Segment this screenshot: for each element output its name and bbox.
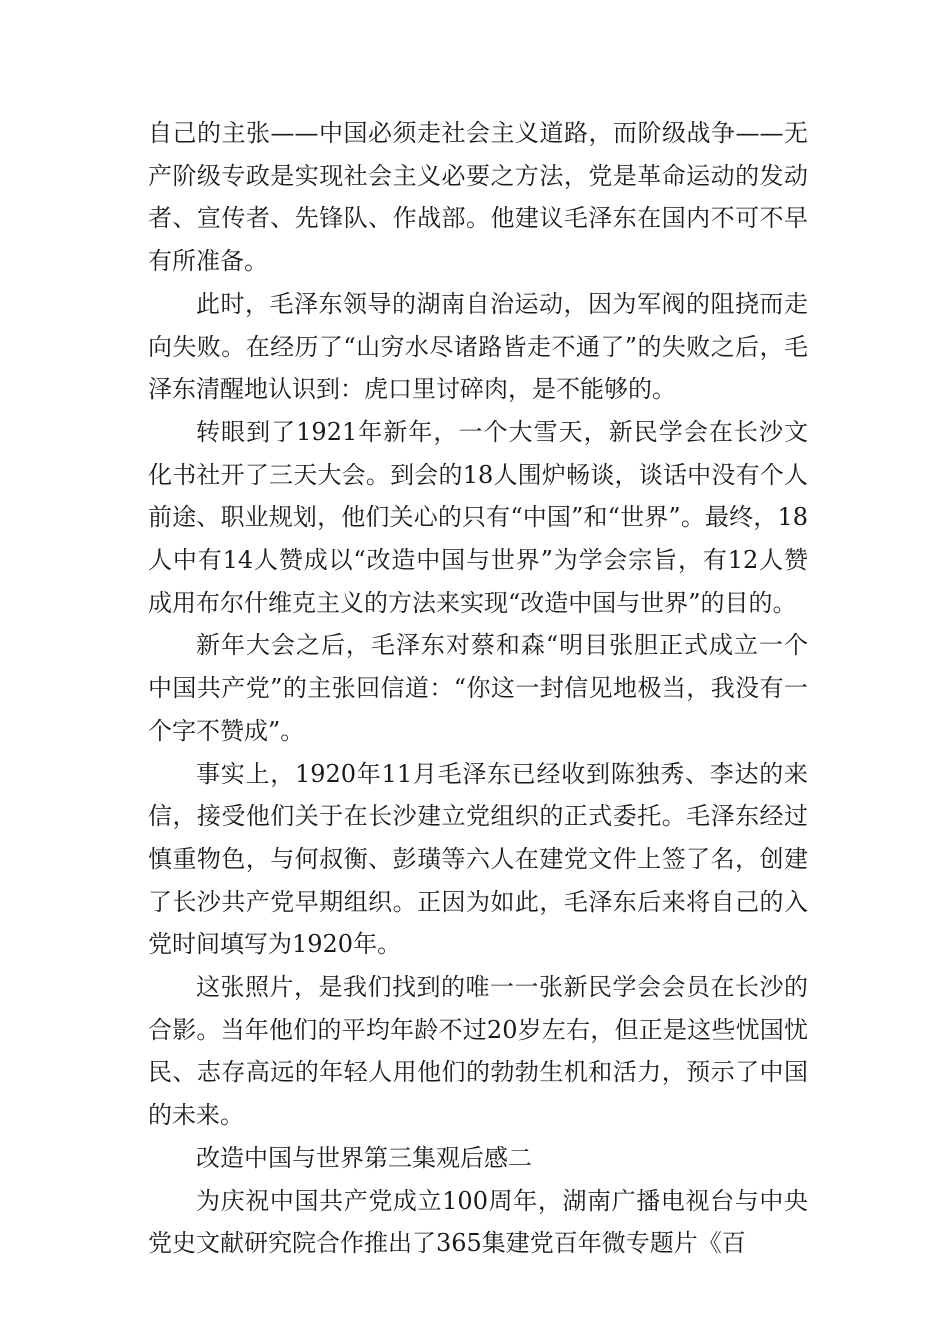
paragraph-3: 转眼到了1921年新年，一个大雪天，新民学会在长沙文化书社开了三天大会。到会的18人围炉畅谈，谈话中没有个人前途、职业规划，他们关心的只有“中国”和“世界”。最终，18人中有14人赞成以“改造中国与世界”为学会宗旨，有12人赞成用布尔什维克主义的方法来实现“改造中国与世界”的目的。 (148, 417, 808, 617)
paragraph-5: 事实上，1920年11月毛泽东已经收到陈独秀、李达的来信，接受他们关于在长沙建立党组织的正式委托。毛泽东经过慎重物色，与何叔衡、彭璜等六人在建党文件上签了名，创建了长沙共产党早期组织。正因为如此，毛泽东后来将自己的入党时间填写为1920年。 (148, 759, 808, 959)
section-heading: 改造中国与世界第三集观后感二 (196, 1143, 532, 1172)
paragraph-1: 自己的主张——中国必须走社会主义道路，而阶级战争——无产阶级专政是实现社会主义必要之方法，党是革命运动的发动者、宣传者、先锋队、作战部。他建议毛泽东在国内不可不早有所准备。 (148, 119, 808, 276)
paragraph-4: 新年大会之后，毛泽东对蔡和森“明目张胆正式成立一个中国共产党”的主张回信道：“你这一封信见地极当，我没有一个字不赞成”。 (148, 631, 808, 745)
paragraph-8: 为庆祝中国共产党成立100周年，湖南广播电视台与中央党史文献研究院合作推出了365集建党百年微专题片《百 (148, 1186, 808, 1258)
document-body (148, 112, 808, 1265)
paragraph-2: 此时，毛泽东领导的湖南自治运动，因为军阀的阻挠而走向失败。在经历了“山穷水尽诸路皆走不通了”的失败之后，毛泽东清醒地认识到：虎口里讨碎肉，是不能够的。 (148, 289, 808, 404)
paragraph-6: 这张照片，是我们找到的唯一一张新民学会会员在长沙的合影。当年他们的平均年龄不过20岁左右，但正是这些忧国忧民、志存高远的年轻人用他们的勃勃生机和活力，预示了中国的未来。 (148, 973, 808, 1130)
